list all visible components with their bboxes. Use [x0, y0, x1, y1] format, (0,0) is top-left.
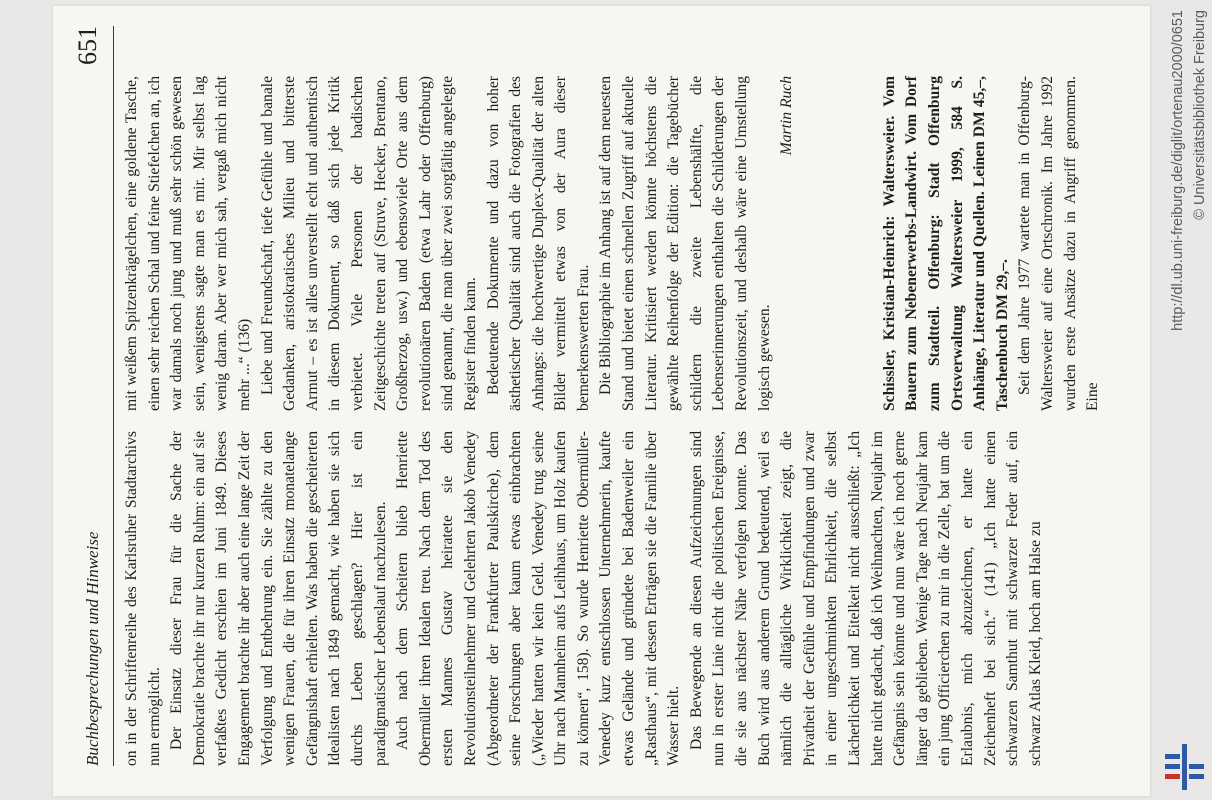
scanned-page [53, 6, 1150, 796]
paragraph: Auch nach dem Scheitern blieb Henriette Obermüller ihren Idealen treu. Nach dem Tod des ersten Mannes Gustav heiratete sie den Revolutionsteilnehmer und Gelehrten Jakob Venedey (Abgeordneter der Frankfurter Paulskirche), dem seine Forschungen aber kaum etwas einbrachten („Wieder hatten wir kein Geld. Venedey trug seine Uhr nach Mannheim aufs Leihhaus, um Holz kaufen zu können“, 158). So wurde Henriette Obermüller-Venedey kurz entschlossen Unternehmerin, kaufte etwas Gelände und gründete bei Badenweiler ein „Rasthaus“, mit dessen Erträgen sie die Familie über Wasser hielt. [394, 431, 683, 766]
text-column-right [121, 76, 1105, 411]
side-margin [1167, 10, 1212, 570]
ub-freiburg-logo-icon [1162, 742, 1206, 792]
paragraph: Die Bibliographie im Anhang ist auf dem neuesten Stand und bietet einen schnellen Zugriff auf aktuelle Literatur. Kritisiert werden könnte höchstens die gewählte Reihenfolge der Edition: die Tagebücher schildern die zweite Lebenshälfte, die Lebenserinnerungen enthalten die Schilderungen der Revolutionszeit, und deshalb wäre eine Umstellung logisch gewesen. [597, 76, 773, 411]
paragraph: Das Bewegende an diesen Aufzeichnungen sind nun in erster Linie nicht die politischen Ereignisse, die sie aus nächster Nähe verfolgen konnte. Das Buch wird aus anderem Grund bedeutend, weil es nämlich die alltägliche Wirklichkeit zeigt, die Privatheit der Gefühle und Empfindungen und zwar in einer ungeschminkten Ehrlichkeit, die selbst Lächerlichkeit und Eitelkeit nicht ausschließt: „Ich hatte nicht gedacht, daß ich Weihnachten, Neujahr im Gefängnis sein könnte und nun wäre ich noch gerne länger da geblieben. Wenige Tage nach Neujahr kam ein jung Officierchen zu mir in die Zelle, bat um die Erlaubnis, mich abzuzeichnen, er hatte ein Zeichenheft bei sich.“ (141) „Ich hatte einen schwarzen Samthut mit schwarzer Feder auf, ein schwarz Atlas Kleid, hoch am Halse zu [687, 431, 1044, 766]
paragraph: Bedeutende Dokumente und dazu von hoher ästhetischer Qualität sind auch die Fotografien des Anhangs: die hochwertige Duplex-Qualität der alten Bilder vermittelt etwas von der Aura dieser bemerkenswerten Frau. [484, 76, 592, 411]
bibliography-entry: Schissler, Kristian-Heinrich: Waltersweier. Vom Bauern zum Nebenerwerbs-Landwirt. Vom Dorf zum Stadtteil. Offenburg: Stadt Offenburg Ortsverwaltung Waltersweier 1999, 584 S. Anhänge, Literatur und Quellen. Leinen DM 45,–, Taschenbuch DM 29,–. [880, 76, 1011, 411]
copyright-notice: © Universitätsbibliothek Freiburg [1192, 10, 1208, 220]
paragraph: mit weißem Spitzenkrägelchen, eine goldene Tasche, einen sehr reichen Schal und feine Stiefelchen an, ich war damals noch jung und muß sehr schön gewesen sein, wenigstens sagte man es mir. Mir selbst lag wenig daran. Aber wer mich sah, vergaß mich nicht mehr ...“ (136) [123, 76, 253, 411]
spacer [799, 76, 879, 411]
paragraph: Der Einsatz dieser Frau für die Sache der Demokratie brachte ihr nur kurzen Ruhm: ein auf sie verfaßtes Gedicht erschien im Juni 1849. Dieses Engagement brachte ihr aber auch eine lange Zeit der Verfolgung und Entbehrung ein. Sie zählte zu den wenigen Frauen, die für ihren Einsatz monatelange Gefängnishaft erhielten. Was haben die gescheiterten Idealisten nach 1849 gemacht, wie haben sie sich durchs Leben geschlagen? Hier ist ein paradigmatischer Lebenslauf nachzulesen. [168, 431, 389, 766]
page-number: 651 [73, 26, 102, 65]
paragraph: Seit dem Jahre 1977 wartete man in Offenburg-Waltersweier auf eine Ortschronik. Im Jahre 1992 wurden erste Ansätze dazu in Angriff genommen. Eine [1016, 76, 1102, 411]
running-header [73, 26, 114, 766]
review-signature: Martin Ruch [778, 76, 796, 156]
rotated-content [73, 26, 1133, 766]
paragraph: Liebe und Freundschaft, tiefe Gefühle und banale Gedanken, aristokratisches Milieu und bitterste Armut – es ist alles unverstellt echt und authentisch in diesem Dokument, so daß sich jede Kritik verbietet. Viele Personen der badischen Zeitgeschichte treten auf (Struve, Hecker, Brentano, Großherzog, usw.) und ebensoviele Orte aus dem revolutionären Baden (etwa Lahr oder Offenburg) sind genannt, die man über zwei sorgfältig angelegte Register finden kann. [258, 76, 479, 411]
header-title: Buchbesprechungen und Hinweise [83, 531, 102, 766]
margin-text-block [1167, 10, 1212, 570]
paragraph: on in der Schriftenreihe des Karlsruher Stadtarchivs nun ermöglicht. [123, 431, 163, 766]
text-column-left [121, 431, 1047, 766]
source-url[interactable]: http://dl.ub.uni-freiburg.de/diglit/ortenau2000/0651 [1170, 10, 1186, 331]
